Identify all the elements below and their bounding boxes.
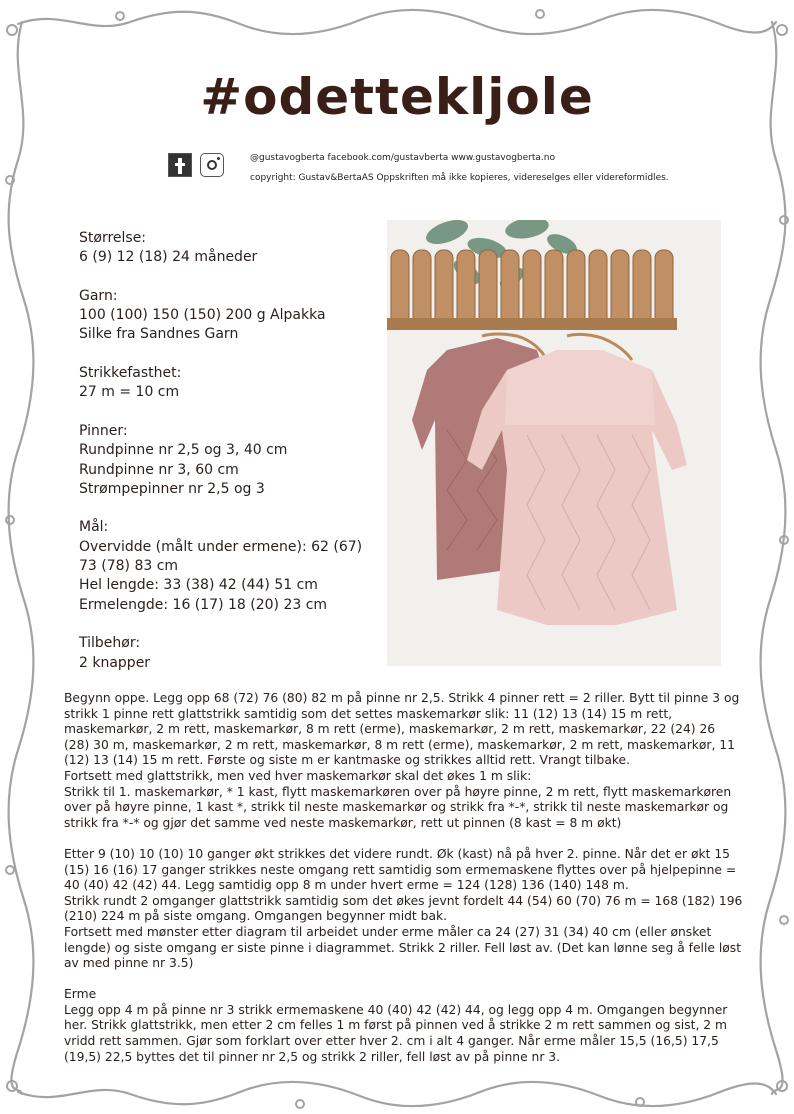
product-photo: [387, 220, 721, 666]
yarn-value: 100 (100) 150 (150) 200 g Alpakka: [79, 307, 326, 324]
yarn-label: Garn:: [79, 287, 118, 304]
social-icons: [168, 153, 224, 177]
measurements-item: Overvidde (målt under ermene): 62 (67): [79, 538, 363, 555]
size-label: Størrelse:: [79, 230, 147, 246]
needles-item: Strømpepinner nr 2,5 og 3: [79, 480, 265, 497]
specs-list: [79, 229, 379, 692]
size-value: 6 (9) 12 (18) 24 måneder: [79, 249, 258, 266]
measurements-item: Hel lengde: 33 (38) 42 (44) 51 cm: [79, 577, 318, 594]
needles-item: Rundpinne nr 3, 60 cm: [79, 461, 239, 478]
facebook-icon[interactable]: [168, 153, 192, 177]
instruction-paragraph: Begynn oppe. Legg opp 68 (72) 76 (80) 82 m på pinne nr 2,5. Strikk 4 pinner rett = 2 riller. Bytt til pinne 3 og strikk 1 pinne rett glattstrikk samtidig som det settes maskemarkør slik: 11 (12) 13 (14) 15 m rett, maskemarkør, 2 m rett, maskemarkør, 8 m rett (erme), maskemarkør, 2 m rett, maskemarkør, 22 (24) 26 (28) 30 m, maskemarkør, 2 m rett, maskemarkør, 8 m rett (erme), maskemarkør, 2 m rett, maskemarkør, 11 (12) 13 (14) 15 m rett. Første og siste m er kantmaske og strikkes alltid rett. Vrangt tilbake.: [64, 691, 740, 768]
instruction-paragraph: Strikk rundt 2 omganger glattstrikk samtidig som det økes jevnt fordelt 44 (54) 60 (70) 76 m = 168 (182) 196 (210) 224 m på siste omgang. Omgangen begynner midt bak.: [64, 893, 743, 924]
copyright-line: copyright: Gustav&BertaAS Oppskriften må ikke kopieres, videreselges eller videreformidles.: [250, 173, 669, 183]
measurements-label: Mål:: [79, 519, 109, 536]
accessories-value: 2 knapper: [79, 654, 151, 671]
instruction-paragraph: Strikk til 1. maskemarkør, * 1 kast, flytt maskemarkøren over på høyre pinne, 2 m rett, flytt maskemarkøren over på høyre pinne, 1 kast *, strikk til neste maskemarkør og strikk fra *-*, strikk til neste maskemarkør og strikk fra *-* og gjør det samme ved neste maskemarkør, rett ut pinnen (8 kast = 8 m økt): [64, 784, 732, 830]
gauge-value: 27 m = 10 cm: [79, 384, 180, 401]
needles-label: Pinner:: [79, 422, 128, 439]
contact-line: @gustavogberta facebook.com/gustavberta www.gustavogberta.no: [250, 153, 555, 163]
instruction-paragraph: Fortsett med glattstrikk, men ved hver maskemarkør skal det økes 1 m slik:: [64, 768, 532, 783]
yarn-value: Silke fra Sandnes Garn: [79, 326, 239, 343]
instruction-paragraph: Legg opp 4 m på pinne nr 3 strikk ermemaskene 40 (40) 42 (42) 44, og legg opp 4 m. Omgangen begynner her. Strikk glattstrikk, men etter 2 cm felles 1 m først på pinnen ved å strikke 2 m rett sammen og sist, 2 m vridd rett sammen. Gjør som forklart over etter hver 2. cm i alt 4 ganger. Når erme måler 15,5 (16,5) 17,5 (19,5) 22,5 byttes det til pinner nr 2,5 og strikk 2 riller, fell løst av på pinne nr 3.: [64, 1002, 728, 1064]
accessories-label: Tilbehør:: [79, 635, 141, 652]
instructions: [64, 691, 744, 1065]
dress-photo-illustration: [387, 220, 721, 666]
needles-item: Rundpinne nr 2,5 og 3, 40 cm: [79, 442, 288, 459]
instruction-paragraph: Fortsett med mønster etter diagram til arbeidet under erme måler ca 24 (27) 31 (34) 40 cm (eller ønsket lengde) og siste omgang er siste pinne i diagrammet. Strikk 2 riller. Fell løst av. (Det kan lønne seg å felle løst av med pinne nr 3.5): [64, 924, 742, 971]
pattern-title: #odettekljole: [200, 68, 594, 126]
instruction-paragraph: Etter 9 (10) 10 (10) 10 ganger økt strikkes det videre rundt. Øk (kast) nå på hver 2. pinne. Når det er økt 15 (15) 16 (16) 17 ganger strikkes neste omgang rett samtidig som ermemaskene flyttes over på hjelpepinne = 40 (40) 42 (42) 44. Legg samtidig opp 8 m under hvert erme = 124 (128) 136 (140) 148 m.: [64, 846, 737, 893]
measurements-item: 73 (78) 83 cm: [79, 558, 179, 575]
gauge-label: Strikkefasthet:: [79, 365, 182, 382]
instagram-icon[interactable]: [200, 153, 224, 177]
sleeve-heading: Erme: [64, 987, 97, 1002]
measurements-item: Ermelengde: 16 (17) 18 (20) 23 cm: [79, 596, 328, 613]
